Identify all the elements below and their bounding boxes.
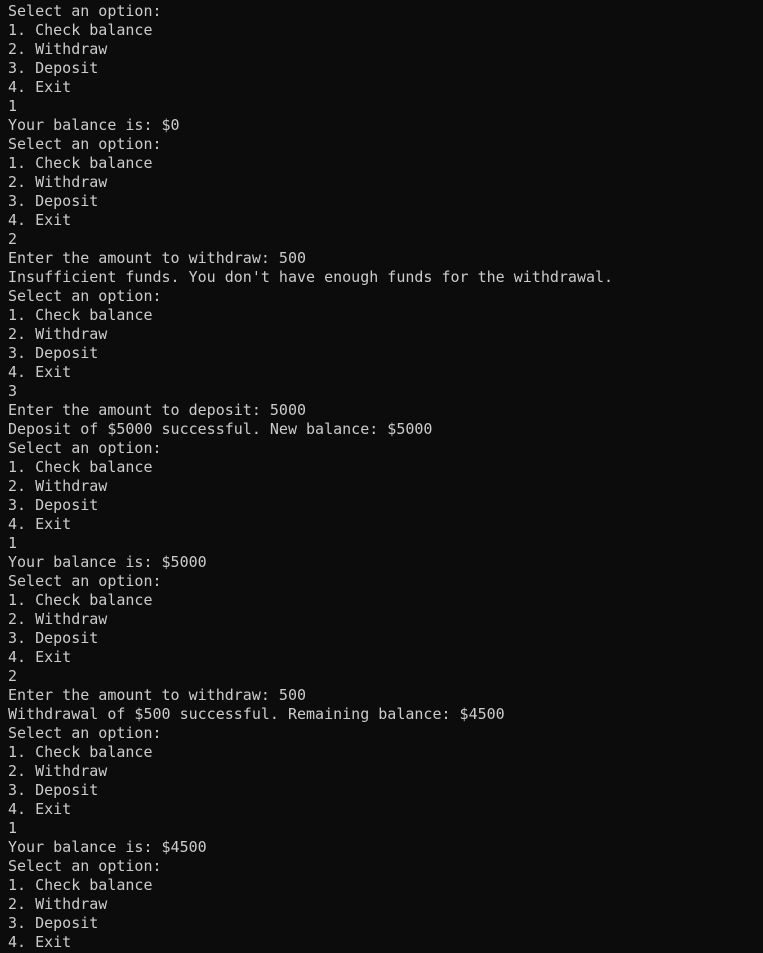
terminal-line: 3 [8,382,18,400]
terminal-line: 2. Withdraw [8,40,108,58]
terminal-line: Select an option: [8,2,162,20]
terminal-line: Enter the amount to withdraw: 500 [8,249,307,267]
terminal-line: Insufficient funds. You don't have enough funds for the withdrawal. [8,268,614,286]
terminal-line: Select an option: [8,572,162,590]
terminal-line: 3. Deposit [8,496,99,514]
terminal-line: 2. Withdraw [8,895,108,913]
terminal-line: 3. Deposit [8,344,99,362]
terminal-line: 1. Check balance [8,458,153,476]
terminal-line: 2 [8,667,18,685]
terminal-line: 1. Check balance [8,743,153,761]
terminal-line: 2 [8,230,18,248]
terminal-line: 4. Exit [8,78,72,96]
terminal-line: 4. Exit [8,800,72,818]
terminal-line: 4. Exit [8,933,72,951]
terminal-line: Select an option: [8,724,162,742]
terminal-line: 1. Check balance [8,306,153,324]
terminal-line: Enter the amount to deposit: 5000 [8,401,307,419]
terminal-line: 2. Withdraw [8,762,108,780]
terminal-line: 3. Deposit [8,781,99,799]
terminal-line: 2. Withdraw [8,173,108,191]
terminal-line: 4. Exit [8,648,72,666]
terminal-line: Select an option: [8,135,162,153]
terminal-line: 1. Check balance [8,21,153,39]
terminal-line: Your balance is: $0 [8,116,180,134]
terminal-line: Withdrawal of $500 successful. Remaining balance: $4500 [8,705,505,723]
terminal-line: 1. Check balance [8,876,153,894]
terminal-line: 4. Exit [8,363,72,381]
terminal-line: Your balance is: $4500 [8,838,207,856]
terminal-line: 1. Check balance [8,154,153,172]
terminal-line: 1 [8,97,18,115]
terminal-line: 1. Check balance [8,591,153,609]
terminal-line: Select an option: [8,857,162,875]
terminal-line: 2. Withdraw [8,610,108,628]
terminal-line: 2. Withdraw [8,325,108,343]
terminal-line: 3. Deposit [8,59,99,77]
terminal-line: 3. Deposit [8,914,99,932]
terminal-line: Deposit of $5000 successful. New balance: $5000 [8,420,433,438]
terminal-line: 2. Withdraw [8,477,108,495]
terminal-line: 3. Deposit [8,192,99,210]
terminal-line: 4. Exit [8,211,72,229]
terminal-line: Select an option: [8,439,162,457]
terminal-line: 1 [8,534,18,552]
terminal-line: Your balance is: $5000 [8,553,207,571]
terminal-line: Enter the amount to withdraw: 500 [8,686,307,704]
terminal-line: 3. Deposit [8,629,99,647]
terminal-line: 4. Exit [8,515,72,533]
terminal-line: 1 [8,819,18,837]
terminal-line: Select an option: [8,287,162,305]
